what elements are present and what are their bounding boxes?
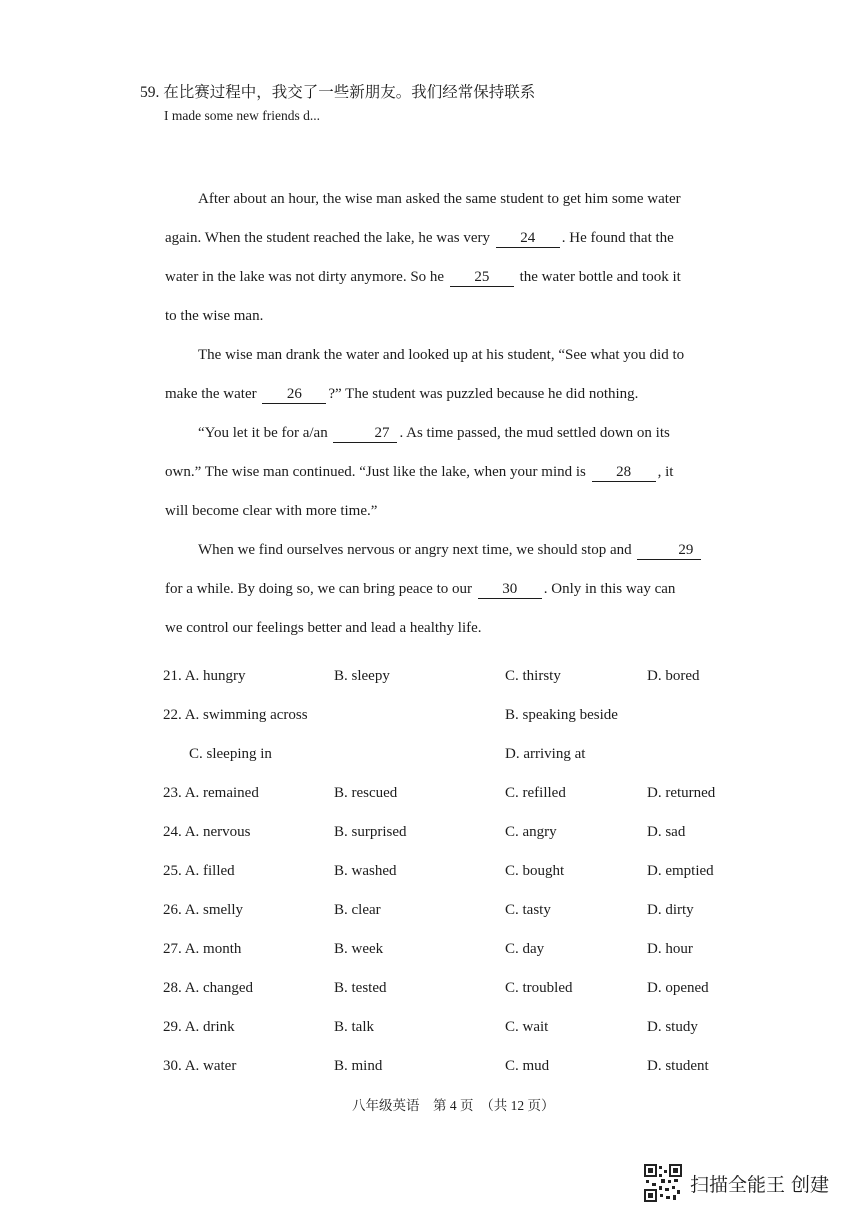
option-a-text: A. month — [184, 941, 242, 957]
passage-text: . Only in this way can — [543, 581, 676, 597]
passage-text: make the water — [165, 386, 261, 402]
passage-line — [165, 453, 725, 492]
option-c: C. troubled — [505, 980, 573, 996]
option-c: C. bought — [505, 863, 565, 879]
passage-text: the water bottle and took it — [515, 269, 681, 285]
option-b: B. speaking beside — [505, 707, 618, 723]
number-separator: . — [178, 707, 185, 723]
option-a — [163, 1019, 235, 1036]
option-row-24 — [163, 818, 743, 857]
blank-24: 24 — [496, 229, 560, 248]
question-number: 29 — [163, 1019, 178, 1035]
option-a — [163, 941, 241, 958]
option-row-28 — [163, 974, 743, 1013]
option-c: C. thirsty — [505, 668, 561, 684]
number-separator: . — [178, 980, 185, 996]
question-number: 28 — [163, 980, 178, 996]
passage-line — [165, 258, 725, 297]
camscanner-label: 扫描全能王 创建 — [690, 1173, 830, 1196]
option-row-21 — [163, 662, 743, 701]
option-b: B. sleepy — [334, 668, 390, 684]
option-c: C. tasty — [505, 902, 551, 918]
option-d: D. sad — [647, 824, 686, 840]
passage-text: for a while. By doing so, we can bring peace to our — [165, 581, 476, 597]
option-d: D. returned — [647, 785, 716, 801]
option-d: D. student — [647, 1058, 709, 1074]
option-b: B. rescued — [334, 785, 398, 801]
option-c: C. angry — [505, 824, 557, 840]
option-a — [163, 1058, 236, 1075]
option-row-22 — [163, 701, 743, 740]
passage-text: , it — [657, 464, 674, 480]
option-row-29 — [163, 1013, 743, 1052]
option-a-text: A. drink — [184, 1019, 235, 1035]
question-number: 21 — [163, 668, 178, 684]
blank-25: 25 — [450, 268, 514, 287]
number-separator: . — [178, 1019, 185, 1035]
option-a — [163, 707, 308, 724]
option-a — [163, 902, 243, 919]
passage-text: The wise man drank the water and looked up at his student, “See what you did to — [198, 347, 685, 363]
option-a-text: A. hungry — [184, 668, 246, 684]
option-b: B. clear — [334, 902, 381, 918]
question-number: 24 — [163, 824, 178, 840]
camscanner-watermark — [644, 1164, 829, 1202]
passage-line — [165, 414, 725, 453]
option-a — [163, 824, 251, 841]
option-a-text: A. remained — [184, 785, 259, 801]
question-number: 22 — [163, 707, 178, 723]
option-d: D. bored — [647, 668, 700, 684]
passage-text: own.” The wise man continued. “Just like the lake, when your mind is — [165, 464, 590, 480]
passage-text: ?” The student was puzzled because he did nothing. — [328, 386, 639, 402]
number-separator: . — [178, 668, 185, 684]
option-row-30 — [163, 1052, 743, 1091]
passage-text: we control our feelings better and lead a healthy life. — [165, 620, 482, 636]
option-b: B. washed — [334, 863, 397, 879]
question-59-english: I made some new friends d... — [164, 108, 320, 123]
blank-26: 26 — [262, 385, 326, 404]
page-footer: 八年级英语 第 4 页 （共 12 页） — [352, 1098, 555, 1113]
option-a — [163, 668, 246, 685]
question-59-chinese: 59. 在比赛过程中，我交了一些新朋友。我们经常保持联系 — [140, 84, 536, 101]
blank-30: 30 — [478, 580, 542, 599]
passage-text: water in the lake was not dirty anymore. So he — [165, 269, 448, 285]
passage-text: After about an hour, the wise man asked the same student to get him some water — [198, 191, 681, 207]
options-list — [163, 662, 743, 1091]
passage-line — [165, 219, 725, 258]
passage-line — [165, 180, 725, 219]
option-b: B. week — [334, 941, 384, 957]
option-a — [163, 785, 259, 802]
option-c: C. mud — [505, 1058, 550, 1074]
option-d: D. arriving at — [505, 746, 586, 762]
option-a-text: A. swimming across — [184, 707, 308, 723]
number-separator: . — [178, 1058, 185, 1074]
passage-line — [165, 297, 725, 336]
passage-line — [165, 609, 725, 648]
option-d: D. emptied — [647, 863, 714, 879]
option-a-text: A. water — [184, 1058, 237, 1074]
option-b: B. talk — [334, 1019, 374, 1035]
number-separator: . — [178, 785, 185, 801]
option-c: C. refilled — [505, 785, 566, 801]
blank-29: 29 — [637, 541, 701, 560]
number-separator: . — [178, 863, 185, 879]
option-d: D. hour — [647, 941, 693, 957]
passage-text: “You let it be for a/an — [198, 425, 332, 441]
passage-line — [165, 570, 725, 609]
question-number: 26 — [163, 902, 178, 918]
passage-text: to the wise man. — [165, 308, 264, 324]
option-a-text: A. filled — [184, 863, 235, 879]
passage-line — [165, 492, 725, 531]
option-d: D. opened — [647, 980, 709, 996]
number-separator: . — [178, 824, 185, 840]
passage-text: will become clear with more time.” — [165, 503, 378, 519]
option-a-text: A. nervous — [184, 824, 251, 840]
blank-28: 28 — [592, 463, 656, 482]
question-number: 30 — [163, 1058, 178, 1074]
passage-line — [165, 531, 725, 570]
passage-text: . He found that the — [561, 230, 674, 246]
option-row-22-cont — [163, 740, 743, 779]
passage-line — [165, 336, 725, 375]
passage-text: again. When the student reached the lake, he was very — [165, 230, 494, 246]
blank-27: 27 — [333, 424, 397, 443]
option-row-25 — [163, 857, 743, 896]
option-b: B. mind — [334, 1058, 383, 1074]
number-separator: . — [178, 902, 185, 918]
option-b: B. surprised — [334, 824, 407, 840]
option-d: D. study — [647, 1019, 698, 1035]
option-row-27 — [163, 935, 743, 974]
option-c: C. day — [505, 941, 545, 957]
option-c: C. wait — [505, 1019, 549, 1035]
option-row-26 — [163, 896, 743, 935]
option-a — [163, 980, 253, 997]
option-b: B. tested — [334, 980, 387, 996]
option-a — [163, 863, 235, 880]
option-d: D. dirty — [647, 902, 694, 918]
question-number: 27 — [163, 941, 178, 957]
passage-line — [165, 375, 725, 414]
option-c: C. sleeping in — [189, 746, 272, 762]
question-number: 23 — [163, 785, 178, 801]
qr-code-icon — [644, 1164, 682, 1202]
option-row-23 — [163, 779, 743, 818]
passage-text: When we find ourselves nervous or angry next time, we should stop and — [198, 542, 636, 558]
option-a-text: A. smelly — [184, 902, 244, 918]
option-a-text: A. changed — [184, 980, 253, 996]
question-number: 25 — [163, 863, 178, 879]
passage-text: . As time passed, the mud settled down on its — [399, 425, 670, 441]
number-separator: . — [178, 941, 185, 957]
